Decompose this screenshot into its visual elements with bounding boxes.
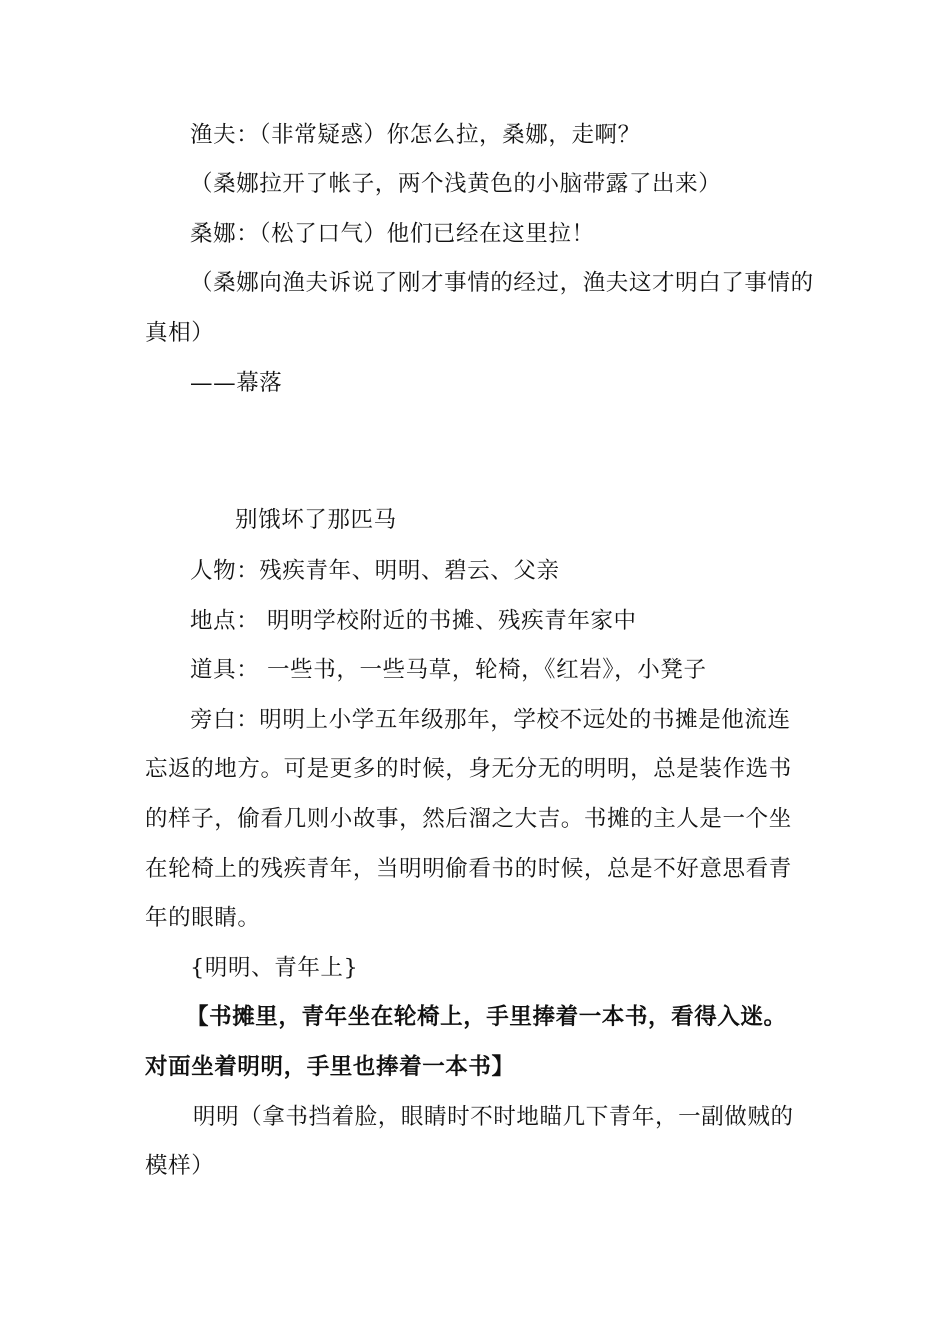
- location-line: 地点： 明明学校附近的书摊、残疾青年家中: [190, 608, 637, 634]
- action-line-continued: 模样）: [145, 1153, 215, 1179]
- stage-direction-continued: 对面坐着明明，手里也捧着一本书】: [145, 1054, 515, 1080]
- play-title: 别饿坏了那匹马: [235, 507, 397, 533]
- curtain-fall: ——幕落: [190, 370, 283, 396]
- narration-line: 年的眼睛。: [145, 905, 261, 931]
- narration-line: 忘返的地方。可是更多的时候，身无分无的明明，总是装作选书: [145, 756, 792, 782]
- action-line: 明明（拿书挡着脸，眼睛时不时地瞄几下青年，一副做贼的: [193, 1104, 794, 1130]
- stage-entry: {明明、青年上}: [190, 955, 359, 981]
- dialogue-sangna: 桑娜：（松了口气）他们已经在这里拉！: [190, 221, 595, 247]
- stage-direction: （桑娜拉开了帐子，两个浅黄色的小脑带露了出来）: [190, 171, 722, 197]
- narration-line: 旁白：明明上小学五年级那年，学校不远处的书摊是他流连: [190, 707, 791, 733]
- narration-line: 的样子，偷看几则小故事，然后溜之大吉。书摊的主人是一个坐: [145, 806, 792, 832]
- dialogue-fisherman: 渔夫：（非常疑惑）你怎么拉，桑娜，走啊？: [190, 122, 641, 148]
- props-line: 道具： 一些书，一些马草，轮椅，《红岩》，小凳子: [190, 657, 707, 683]
- stage-direction-continued: 真相）: [145, 320, 215, 346]
- characters-line: 人物：残疾青年、明明、碧云、父亲: [190, 558, 560, 584]
- stage-direction: 【书摊里，青年坐在轮椅上，手里捧着一本书，看得入迷。: [186, 1004, 787, 1030]
- narration-line: 在轮椅上的残疾青年，当明明偷看书的时候，总是不好意思看青: [145, 856, 792, 882]
- stage-direction: （桑娜向渔夫诉说了刚才事情的经过，渔夫这才明白了事情的: [190, 270, 814, 296]
